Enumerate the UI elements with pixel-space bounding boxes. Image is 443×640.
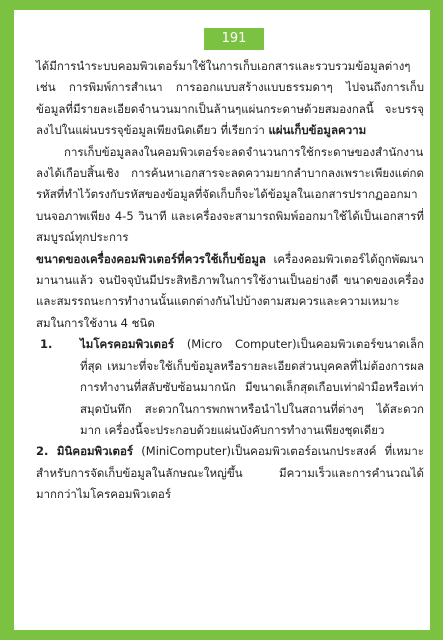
page-number-badge: 191	[204, 28, 264, 50]
document-page	[14, 10, 430, 630]
minicomputer-description: (MiniComputer)เป็นคอมพิวเตอร์อเนกประสงค์ ที่เหมาะสำหรับการจัดเก็บข้อมูลในลักษณะใหญ่ขึ้น มีความเร็วและการคำนวณได้มากกว่าไมโครคอมพิวเตอร์	[36, 444, 424, 502]
term-minicomputer: 2. มินิคอมพิวเตอร์	[36, 444, 134, 459]
list-item-microcomputer	[36, 334, 424, 441]
microcomputer-description: (Micro Computer)เป็นคอมพิวเตอร์ขนาดเล็กที่สุด เหมาะที่จะใช้เก็บข้อมูลหรือรายละเอียดส่วนบุคคลที่ไม่ต้องการผลการทำงานที่สลับซับซ้อนมากนัก มีขนาดเล็กสุดเกือบเท่าฝ่ามือหรือเท่าสมุดบันทึก สะดวกในการพกพาหรือนำไปในสถานที่ต่างๆ ได้สะดวกมาก เครื่องนี้จะประกอบด้วยแผ่นบังคับการทำงานเพียงชุดเดียว	[80, 337, 424, 437]
term-microcomputer: ไมโครคอมพิวเตอร์	[80, 337, 175, 352]
page-body	[36, 56, 424, 506]
paragraph-intro	[36, 56, 424, 142]
paragraph-computer-sizes-text: เครื่องคอมพิวเตอร์ได้ถูกพัฒนามานานแล้ว จนปัจจุบันมีประสิทธิภาพในการใช้งานเป็นอย่างดี ขนาดของเครื่องและสมรรถนะการทำงานนั้นแตกต่างกันไปบ้างตามสมควรและความเหมาะสมในการใช้งาน 4 ชนิด	[36, 251, 424, 330]
heading-computer-sizes: ขนาดของเครื่องคอมพิวเตอร์ที่ควรใช้เก็บข้อมูล	[36, 251, 266, 266]
list-item-minicomputer	[36, 441, 424, 505]
paragraph-computer-sizes	[36, 249, 424, 335]
paragraph-intro-text: ได้มีการนำระบบคอมพิวเตอร์มาใช้ในการเก็บเอกสารและรวบรวมข้อมูลต่างๆ เช่น การพิมพ์การสำเนา การออกแบบสร้างแบบธรรมดาๆ ไปจนถึงการเก็บข้อมูลที่มีรายละเอียดจำนวนมากเป็นล้านๆแผ่นกระดาษด้วยสมองกลนี้ จะบรรจุลงไปในแผ่นบรรจุข้อมูลเพียงนิดเดียว ที่เรียกว่า	[36, 59, 424, 138]
term-data-storage-sheet: แผ่นเก็บข้อมูลความ	[268, 123, 367, 138]
list-item-number: 1.	[40, 337, 53, 352]
paragraph-paper-reduction: การเก็บข้อมูลลงในคอมพิวเตอร์จะลดจำนวนการใช้กระดาษของสำนักงานลงได้เกือบสิ้นเชิง การค้นหาเอกสารจะลดความยากลำบากลงเพราะเพียงแต่กดรหัสที่ทำไว้ตรงกับรหัสของข้อมูลที่จัดเก็บก็จะได้ข้อมูลในเอกสารปรากฏออกมาบนจอภาพเพียง 4-5 วินาที และเครื่องจะสามารถพิมพ์ออกมาใช้ได้เป็นเอกสารที่สมบูรณ์ทุกประการ	[36, 144, 424, 245]
